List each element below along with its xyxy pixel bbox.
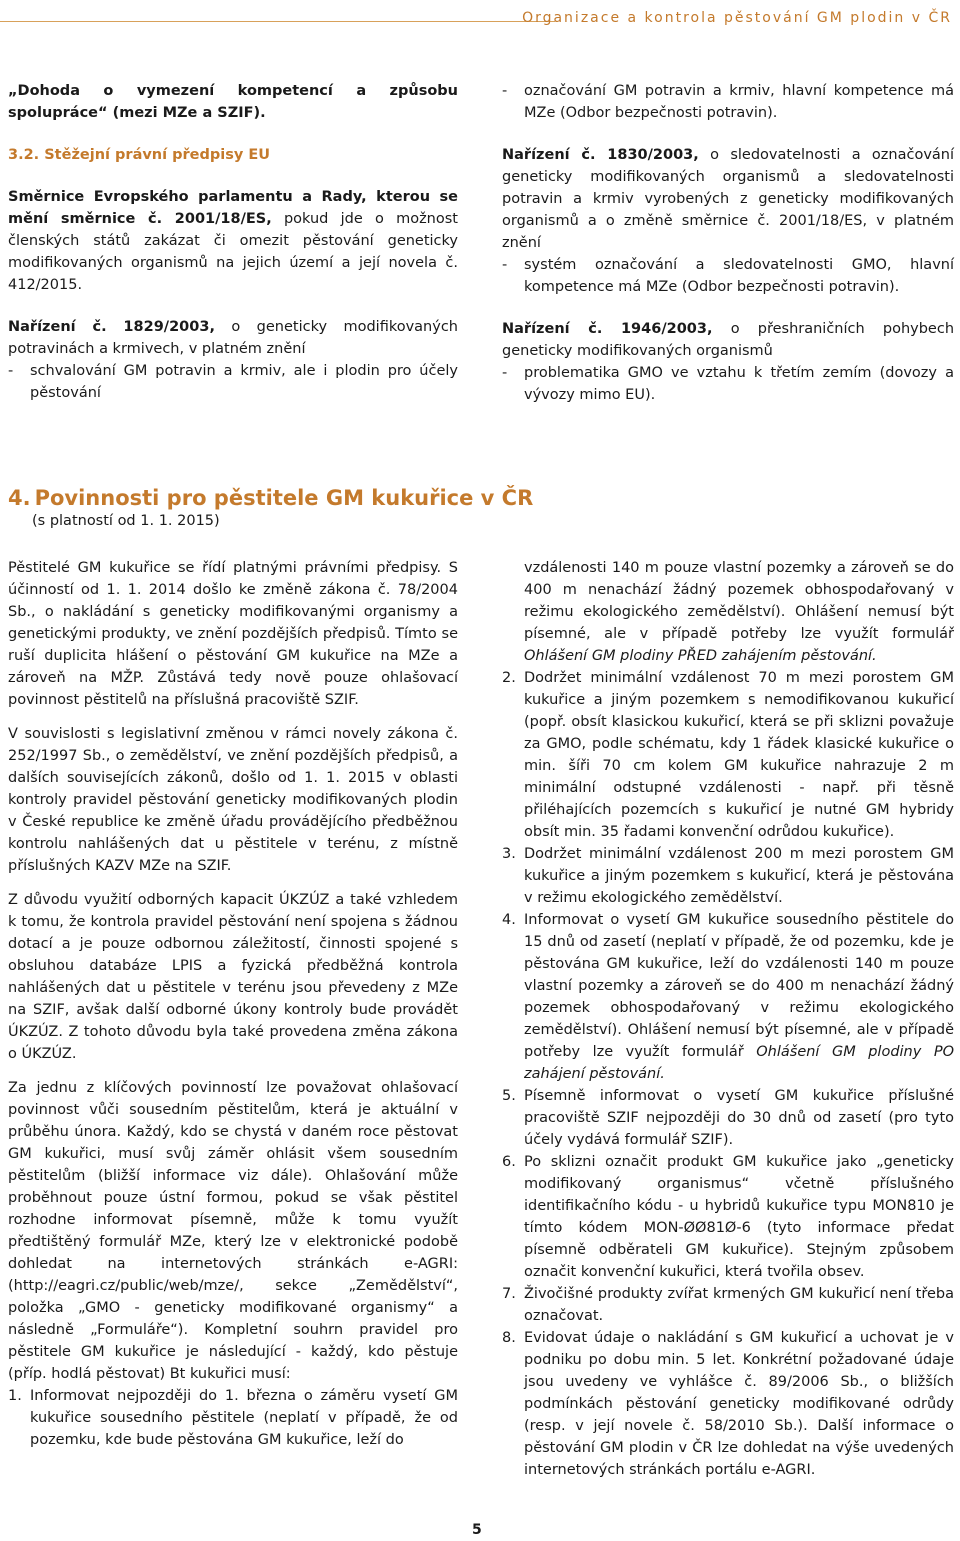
rule-item-4-body [524,909,954,1085]
directive-title: Směrnice Evropského parlamentu a Rady, kterou se mění směrnice č. 2001/18/ES, [8,189,458,227]
rule-item-4-text: Informovat o vysetí GM kukuřice sousedního pěstitele do 15 dnů od zasetí (neplatí v případě, že od pozemku, kde je pěstována GM kukuřice, leží do vzdálenosti 140 m pouze vlastní pozemky a zároveň se do 400 m nenachází žádný pozemek obhospodařovaný v režimu ekologického zemědělství). Ohlášení nemusí být písemné, ale v případě potřeby lze využít formulář [524,912,954,1060]
rule-item-text: Evidovat údaje o nakládání s GM kukuřicí a uchovat je v podniku po dobu min. 5 let. Konkrétní požadované údaje jsou uvedeny ve vyhlášce č. 89/2006 Sb., o bližších podmínkách pěstování geneticky modifikované odrůdy (resp. v její novele č. 58/2010 Sb.). Další informace o pěstování GM plodin v ČR lze dohledat na výše uvedených internetových stránkách portálu e-AGRI. [524,1330,954,1478]
regulation-1830-dash-text: systém označování a sledovatelnosti GMO, hlavní kompetence má MZe (Odbor bezpečnosti potravin). [524,257,954,295]
section-4-title: Povinnosti pro pěstitele GM kukuřice v ČR [34,486,534,510]
obligations-paragraph-2: V souvislosti s legislativní změnou v rámci novely zákona č. 252/1997 Sb., o zemědělství, ve znění pozdějších předpisů, a dalších souvisejících zákonů, došlo od 1. 1. 2015 v oblasti kontroly pravidel pěstování geneticky modifikovaných plodin v České republice ke změně úřadu provádějícího předběžnou kontrolu nahlášených dat u pěstitele v terénu, z místně příslušných KAZV MZe na SZIF. [8,726,458,874]
regulation-1830-text: o sledovatelnosti a označování geneticky modifikovaných organismů a sledovatelnosti potravin a krmiv vyrobených z geneticky modifikovaných organismů a o změně směrnice č. 2001/18/ES, v platném znění [502,147,955,251]
obligations-paragraph-4: Za jednu z klíčových povinností lze považovat ohlašovací povinnost vůči sousedním pěstitelům, která je aktuální v průběhu února. Každý, kdo se chystá v daném roce pěstovat GM kukuřici, musí svůj záměr ohlásit všem sousedním pěstitelům (bližší informace viz dále). Ohlašování může proběhnout pouze ústní formou, pokud se však pěstitel rozhodne informovat písemně, může k tomu využít předtištěný formulář MZe, který lze v elektronické podobě dohledat na internetových stránkách e-AGRI: (http://eagri.cz/public/web/mze/, sekce „Zemědělství“, položka „GMO - geneticky modifikované organismy“ a následně „Formuláře“). Kompletní souhrn pravidel pro pěstitele GM kukuřice je následující - každý, kdo pěstuje (příp. hodlá pěstovat) Bt kukuřici musí: [8,1080,458,1382]
section-4-subtitle: (s platností od 1. 1. 2015) [32,513,220,529]
rule-item-text: Živočišné produkty zvířat krmených GM kukuřicí není třeba označovat. [524,1286,954,1324]
regulation-1829-title: Nařízení č. 1829/2003, [8,319,215,335]
rule-item-text: Písemně informovat o vysetí GM kukuřice příslušné pracoviště SZIF nejpozději do 30 dnů od zasetí (pro tyto účely vydává formulář SZIF). [524,1088,954,1148]
rule-item-5 [502,1085,954,1151]
rule-item-number: 3. [502,846,516,862]
rule-item-8 [502,1327,954,1481]
form-before-planting: Ohlášení GM plodiny PŘED zahájením pěstování. [524,648,877,664]
rule-item-4-number: 4. [502,912,516,928]
top-right-column [502,80,954,406]
rule-item-text: Po sklizni označit produkt GM kukuřice jako „geneticky modifikovaný organismus“ včetně příslušného identifikačního kódu - u hybridů kukuřice typu MON810 je tímto kódem MON-ØØ81Ø-6 (tyto informace předat písemně odběrateli GM kukuřice). Stejným způsobem označit konvenční kukuřici, která tvořila obsev. [524,1154,954,1280]
regulation-1830-dash-item: - systém označování a sledovatelnosti GMO, hlavní kompetence má MZe (Odbor bezpečnosti potravin). [502,254,954,298]
rule-item-number: 8. [502,1330,516,1346]
directive-text: pokud jde o možnost členských států zakázat či omezit pěstování geneticky modifikovaných organismů na jejich území a její novela č. 412/2015. [8,211,458,293]
form-after-planting: Ohlášení GM plodiny PO zahájení pěstování. [524,1044,954,1082]
rule-item-1 [8,1385,458,1451]
rule-item-text: Dodržet minimální vzdálenost 70 m mezi porostem GM kukuřice a jiným pozemkem s nemodifikovanou kukuřicí (popř. obsít klasickou kukuřicí, která se při sklizni považuje za GMO, podle schématu, kdy 1 řádek klasické kukuřice o min. šíři 70 cm kolem GM kukuřice nahrazuje 2 m minimální odstupné vzdálenosti - např. při těsně přiléhajících pozemcích s kukuřicí je nutné GM hybridy obsít min. 35 řadami konvenční odrůdou kukuřice). [524,670,954,840]
regulation-1829-text: o geneticky modifikovaných potravinách a krmivech, v platném znění [8,319,458,357]
regulation-1946-title: Nařízení č. 1946/2003, [502,321,713,337]
rule-item-1-continued [502,557,954,667]
obligations-paragraph-3: Z důvodu využití odborných kapacit ÚKZÚZ a také vzhledem k tomu, že kontrola pravidel pěstování není spojena s žádnou dotací a je pouze odbornou záležitostí, činnosti spojené s obsluhou databáze LPIS a fyzická předběžná kontrola nahlášených dat u pěstitele v terénu jsou převedeny z MZe na SZIF, avšak další odborné úkony kontroly bude provádět ÚKZÚZ. Z tohoto důvodu byla také provedena změna zákona o ÚKZÚZ. [8,892,458,1062]
rule-item-1-text: Informovat nejpozději do 1. března o záměru vysetí GM kukuřice sousedního pěstitele (neplatí v případě, že od pozemku, kde bude pěstována GM kukuřice, leží do [30,1388,458,1448]
regulation-1830-title: Nařízení č. 1830/2003, [502,147,699,163]
rule-item-number: 7. [502,1286,516,1302]
bottom-right-column [502,557,954,1481]
obligations-paragraph-1: Pěstitelé GM kukuřice se řídí platnými právními předpisy. S účinností od 1. 1. 2014 došlo ke změně zákona č. 78/2004 Sb., o nakládání s geneticky modifikovanými organismy a genetickými produkty, ve znění pozdějších předpisů. Tímto se ruší duplicita hlášení o pěstování GM kukuřice na MZe a zároveň na MŽP. Zůstává tedy nově pouze ohlašovací povinnost pěstitelů na příslušná pracoviště SZIF. [8,560,458,708]
rule-item-text: Dodržet minimální vzdálenost 200 m mezi porostem GM kukuřice a jiným pozemkem s kukuřicí, která je pěstována v režimu ekologického zemědělství. [524,846,954,906]
regulation-1829-paragraph [8,316,458,360]
top-left-column [8,80,458,404]
page-number: 5 [472,1522,482,1538]
labelling-dash-item: - označování GM potravin a krmiv, hlavní kompetence má MZe (Odbor bezpečnosti potravin). [502,80,954,124]
section-3-2-heading: 3.2. Stěžejní právní předpisy EU [8,147,271,163]
labelling-dash-text: označování GM potravin a krmiv, hlavní kompetence má MZe (Odbor bezpečnosti potravin). [524,83,954,121]
rule-item-2 [502,667,954,843]
agreement-paragraph: „Dohoda o vymezení kompetencí a způsobu spolupráce“ (mezi MZe a SZIF). [8,83,458,121]
rule-item-1-number: 1. [8,1388,22,1404]
rule-item-number: 2. [502,670,516,686]
rule-item-1-continued-text: vzdálenosti 140 m pouze vlastní pozemky a zároveň se do 400 m nenachází žádný pozemek obhospodařovaný v režimu ekologického zemědělství). Ohlášení nemusí být písemné, ale v případě potřeby lze využít formulář [524,560,954,642]
rule-item-number: 5. [502,1088,516,1104]
regulation-1829-dash-text: schvalování GM potravin a krmiv, ale i plodin pro účely pěstování [30,363,458,401]
directive-paragraph [8,186,458,296]
bottom-left-column [8,557,458,1451]
regulation-1946-dash-item: - problematika GMO ve vztahu k třetím zemím (dovozy a vývozy mimo EU). [502,362,954,406]
rule-item-number: 6. [502,1154,516,1170]
header-rule [0,21,555,22]
rule-item-7 [502,1283,954,1327]
rule-item-6 [502,1151,954,1283]
section-4-heading [8,484,533,512]
page-header [0,4,960,28]
regulation-1830-paragraph [502,144,954,254]
rule-item-3 [502,843,954,909]
regulation-1946-text: o přeshraničních pohybech geneticky modifikovaných organismů [502,321,955,359]
regulation-1829-dash-item: - schvalování GM potravin a krmiv, ale i plodin pro účely pěstování [8,360,458,404]
regulation-1946-dash-text: problematika GMO ve vztahu k třetím zemím (dovozy a vývozy mimo EU). [524,365,954,403]
rule-items-2-3 [502,667,954,909]
rule-item-4 [502,909,954,1085]
regulation-1946-paragraph [502,318,954,362]
section-4-number: 4. [8,486,31,510]
rule-items-5-8 [502,1085,954,1481]
header-title: Organizace a kontrola pěstování GM plodin v ČR [522,10,952,26]
